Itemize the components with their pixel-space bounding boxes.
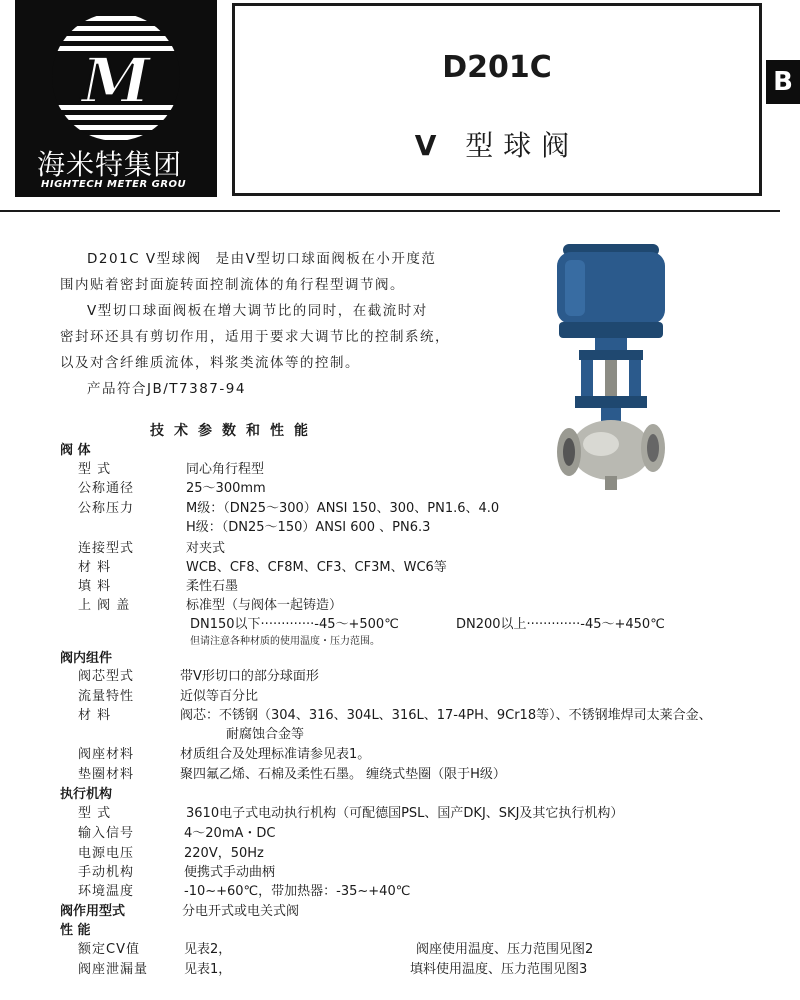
label-nominal-pressure: 公称压力 xyxy=(78,501,135,516)
label-input-signal: 输入信号 xyxy=(78,826,135,841)
label-seat-material: 阀座材料 xyxy=(78,747,135,762)
intro-standard: 产品符合JB/T7387-94 xyxy=(87,381,246,397)
value-trim-material-l2: 耐腐蚀合金等 xyxy=(226,727,305,742)
value-gasket-material: 聚四氟乙烯、石棉及柔性石墨。 缠绕式垫圈（限于H级） xyxy=(180,767,506,782)
label-seat-leakage: 阀座泄漏量 xyxy=(78,962,149,977)
label-rated-cv: 额定CV值 xyxy=(78,942,140,957)
intro-p2-l3: 以及对含纤维质流体，料浆类流体等的控制。 xyxy=(60,355,360,371)
note-packing-temp: 填料使用温度、压力范围见图3 xyxy=(410,962,588,977)
label-actuator-type: 型 式 xyxy=(78,806,112,821)
company-logo xyxy=(15,0,217,197)
label-trim-material: 材 料 xyxy=(78,708,112,723)
value-body-material: WCB、CF8、CF8M、CF3、CF3M、WC6等 xyxy=(186,560,447,575)
value-connection: 对夹式 xyxy=(186,541,226,556)
label-power-supply: 电源电压 xyxy=(78,846,135,861)
intro-p1: 是由V型切口球面阀板在小开度范 xyxy=(215,251,437,267)
value-seat-material: 材质组合及处理标准请参见表1。 xyxy=(180,747,371,762)
product-title-rest: 型球阀 xyxy=(465,129,580,162)
company-name-en: HIGHTECH METER GROU xyxy=(41,179,187,190)
section-heading-performance: 性 能 xyxy=(60,923,91,938)
section-heading-action: 阀作用型式 xyxy=(60,904,126,919)
value-pressure-m: M级：（DN25～300）ANSI 150、300、PN1.6、4.0 xyxy=(186,501,500,516)
product-title-v: V xyxy=(414,129,447,162)
spec-title: 技术参数和性能 xyxy=(150,423,318,439)
intro-lead: D201C V型球阀 xyxy=(87,251,202,267)
product-title xyxy=(235,124,759,164)
value-pressure-h: H级：（DN25～150）ANSI 600 、PN6.3 xyxy=(186,520,431,535)
label-body-material: 材 料 xyxy=(78,560,112,575)
valve-photo xyxy=(545,238,675,500)
value-flow-characteristic: 近似等百分比 xyxy=(180,689,259,704)
label-flow-characteristic: 流量特性 xyxy=(78,689,135,704)
label-gasket-material: 垫圈材料 xyxy=(78,767,135,782)
intro-text xyxy=(60,246,500,402)
value-body-type: 同心角行程型 xyxy=(186,462,265,477)
label-plug-type: 阀芯型式 xyxy=(78,669,135,684)
intro-p2-l2: 密封环还具有剪切作用，适用于要求大调节比的控制系统， xyxy=(60,329,450,345)
logo-emblem-icon xyxy=(49,10,183,144)
section-heading-trim: 阀内组件 xyxy=(60,651,113,666)
section-heading-actuator: 执行机构 xyxy=(60,787,113,802)
value-power-supply: 220V，50Hz xyxy=(184,846,264,861)
note-seat-temp: 阀座使用温度、压力范围见图2 xyxy=(416,942,594,957)
value-temp-dn200: DN200以上·············-45～+450℃ xyxy=(456,617,665,632)
value-input-signal: 4～20mA・DC xyxy=(184,826,276,841)
header-divider xyxy=(0,210,780,212)
intro-p2-l1: V型切口球面阀板在增大调节比的同时，在截流时对 xyxy=(87,303,428,319)
label-manual-operator: 手动机构 xyxy=(78,865,135,880)
company-name-cn: 海米特集团 xyxy=(37,148,183,181)
value-nominal-size: 25～300mm xyxy=(186,481,266,496)
logo-initials: M xyxy=(81,44,151,117)
model-number: D201C xyxy=(442,50,552,85)
temp-note: 但请注意各种材质的使用温度・压力范围。 xyxy=(190,636,380,647)
section-tab-b: B xyxy=(766,60,800,104)
label-packing: 填 料 xyxy=(78,579,112,594)
value-packing: 柔性石墨 xyxy=(186,579,239,594)
value-trim-material-l1: 阀芯：不锈钢（304、316、304L、316L、17-4PH、9Cr18等）、不锈钢堆焊司太莱合金、 xyxy=(180,708,712,723)
value-actuator-type: 3610电子式电动执行机构（可配德国PSL、国产DKJ、SKJ及其它执行机构） xyxy=(186,806,624,821)
title-box xyxy=(232,3,762,196)
section-heading-body: 阀 体 xyxy=(60,443,91,458)
label-nominal-size: 公称通径 xyxy=(78,481,135,496)
value-bonnet: 标准型（与阀体一起铸造） xyxy=(186,598,343,613)
label-body-type: 型 式 xyxy=(78,462,112,477)
value-seat-leakage: 见表1， xyxy=(184,962,232,977)
value-action: 分电开式或电关式阀 xyxy=(182,904,300,919)
value-plug-type: 带V形切口的部分球面形 xyxy=(180,669,319,684)
label-connection: 连接型式 xyxy=(78,541,135,556)
intro-p1-l2: 围内贴着密封面旋转面控制流体的角行程型调节阀。 xyxy=(60,277,405,293)
label-ambient-temp: 环境温度 xyxy=(78,884,135,899)
label-bonnet: 上 阀 盖 xyxy=(78,598,131,613)
value-manual-operator: 便携式手动曲柄 xyxy=(184,865,276,880)
value-ambient-temp: -10~+60℃，带加热器：-35~+40℃ xyxy=(184,884,411,899)
value-rated-cv: 见表2， xyxy=(184,942,232,957)
value-temp-dn150: DN150以下·············-45～+500℃ xyxy=(190,617,399,632)
